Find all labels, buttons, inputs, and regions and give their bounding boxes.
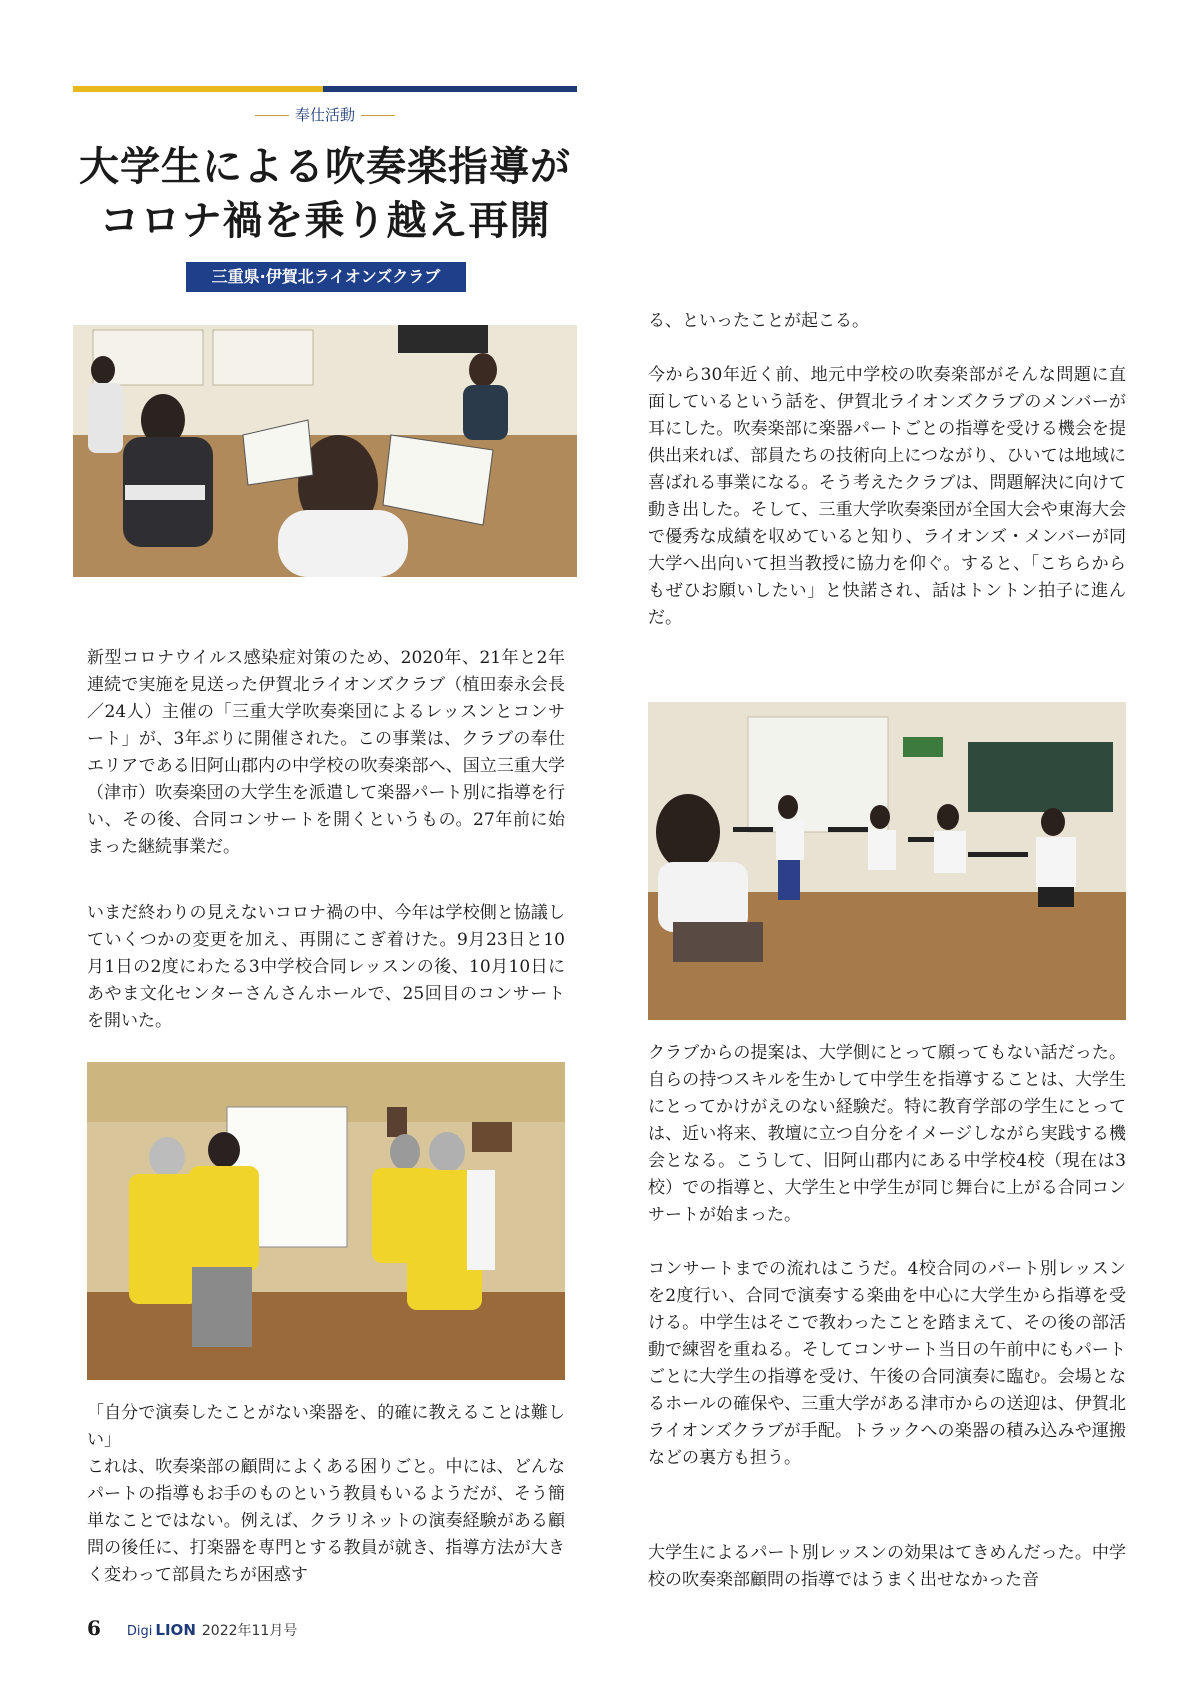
- issue-date: 2022年11月号: [201, 1623, 298, 1639]
- article-title: [60, 140, 590, 248]
- label-dash-right: [361, 115, 395, 116]
- brand-prefix: Digi: [126, 1624, 153, 1639]
- article-paragraph-3: 「自分で演奏したことがない楽器を、的確に教えることは難しい」 これは、吹奏楽部の顧問によくある困りごと。中には、どんなパートの指導もお手のものという教員もいるようだが、そう簡単なことではない。例えば、クラリネットの演奏経験がある顧問の後任に、打楽器を専門とする教員が就き、指導方法が大きく変わって部員たちが困惑す: [87, 1403, 565, 1585]
- photo-clarinet-lesson: [73, 325, 577, 577]
- article-paragraph-6: クラブからの提案は、大学側にとって願ってもない話だった。自らの持つスキルを生かして中学生を指導することは、大学生にとってかけがえのない経験だ。特に教育学部の学生にとっては、近い将来、教壇に立つ自分をイメージしながら実践する機会となる。こうして、旧阿山郡内にある中学校4校（現在は3校）での指導と、大学生と中学生が同じ舞台に上がる合同コンサートが始まった。: [648, 1043, 1126, 1225]
- section-label-text: 奉仕活動: [294, 106, 355, 124]
- header-rule-navy: [323, 86, 577, 92]
- header-rule-gold: [73, 86, 323, 92]
- section-label: [73, 104, 577, 125]
- brand-logo-text: LION: [155, 1621, 196, 1639]
- page-footer: [87, 1616, 297, 1640]
- label-dash-left: [255, 115, 289, 116]
- article-paragraph-4: る、といったことが起こる。: [648, 311, 869, 331]
- title-line-1: 大学生による吹奏楽指導が: [79, 143, 571, 190]
- club-badge: 三重県·伊賀北ライオンズクラブ: [186, 262, 466, 292]
- photo-lions-members: [87, 1062, 565, 1380]
- article-paragraph-7: コンサートまでの流れはこうだ。4校合同のパート別レッスンを2度行い、合同で演奏する楽曲を中心に大学生から指導を受ける。中学生はそこで教わったことを踏まえて、その後の部活動で練習を重ねる。そしてコンサート当日の午前中にもパートごとに大学生の指導を受け、午後の合同演奏に臨む。会場となるホールの確保や、三重大学がある津市からの送迎は、伊賀北ライオンズクラブが手配。トラックへの楽器の積み込みや運搬などの裏方も担う。: [648, 1259, 1126, 1468]
- article-paragraph-8: 大学生によるパート別レッスンの効果はてきめんだった。中学校の吹奏楽部顧問の指導ではうまく出せなかった音: [648, 1543, 1126, 1590]
- article-paragraph-2: いまだ終わりの見えないコロナ禍の中、今年は学校側と協議していくつかの変更を加え、再開にこぎ着けた。9月23日と10月1日の2度にわたる3中学校合同レッスンの後、10月10日にあやま文化センターさんさんホールで、25回目のコンサートを開いた。: [87, 903, 565, 1031]
- article-paragraph-1: 新型コロナウイルス感染症対策のため、2020年、21年と2年連続で実施を見送った伊賀北ライオンズクラブ（植田泰永会長／24人）主催の「三重大学吹奏楽団によるレッスンとコンサート」が、3年ぶりに開催された。この事業は、クラブの奉仕エリアである旧阿山郡内の中学校の吹奏楽部へ、国立三重大学（津市）吹奏楽団の大学生を派遣して楽器パート別に指導を行い、その後、合同コンサートを開くというもの。27年前に始まった継続事業だ。: [87, 648, 565, 857]
- title-line-2: コロナ禍を乗り越え再開: [99, 197, 551, 244]
- page-number: 6: [87, 1616, 101, 1640]
- article-paragraph-5: 今から30年近く前、地元中学校の吹奏楽部がそんな問題に直面しているという話を、伊賀北ライオンズクラブのメンバーが耳にした。吹奏楽部に楽器パートごとの指導を受ける機会を提供出来れば、部員たちの技術向上につながり、ひいては地域に喜ばれる事業になる。そう考えたクラブは、問題解決に向けて動き出した。そして、三重大学吹奏楽団が全国大会や東海大会で優秀な成績を収めていると知り、ライオンズ・メンバーが同大学へ出向いて担当教授に協力を仰ぐ。すると、「こちらからもぜひお願いしたい」と快諾され、話はトントン拍子に進んだ。: [648, 365, 1126, 628]
- photo-ensemble-practice: [648, 702, 1126, 1020]
